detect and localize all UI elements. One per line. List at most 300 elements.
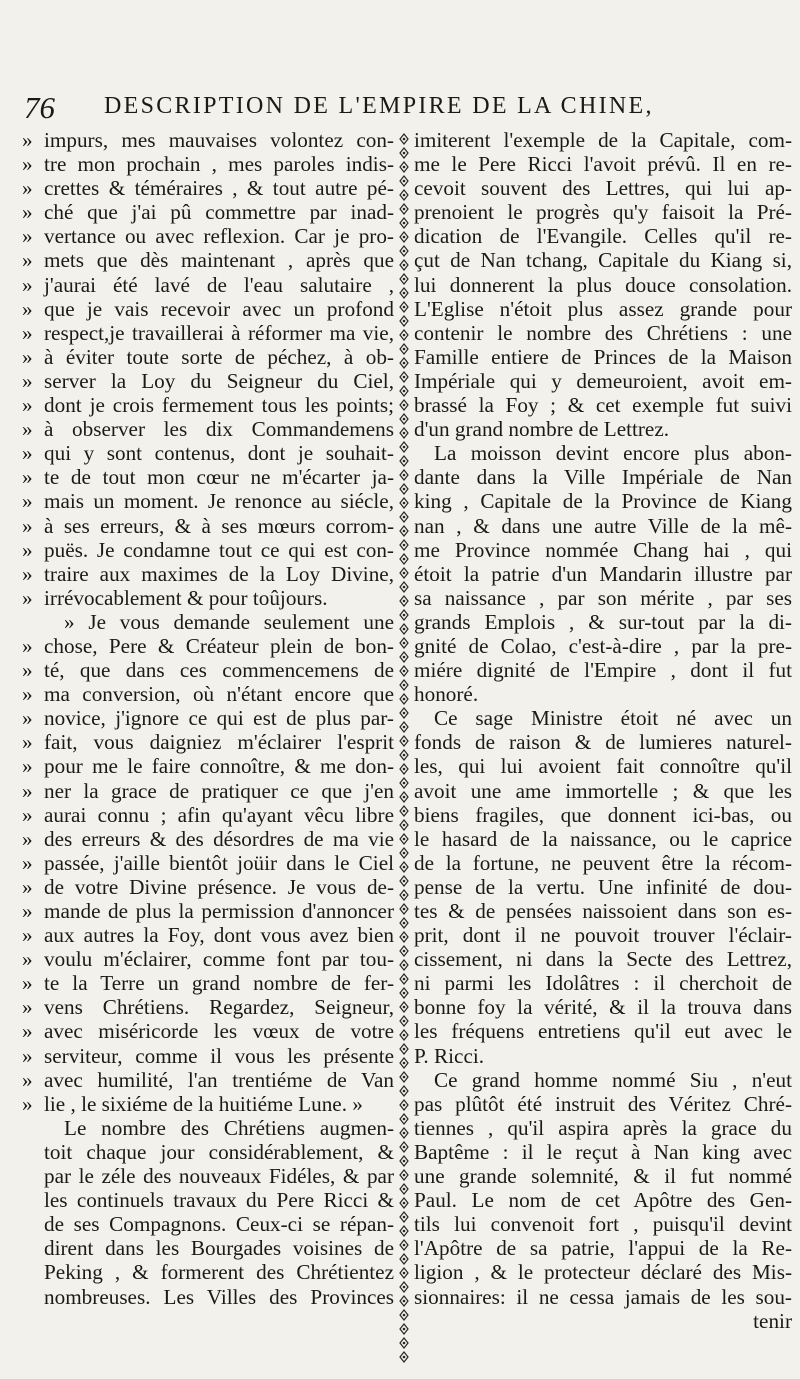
- divider-ornament-glyph: [400, 638, 408, 648]
- quote-mark: »: [22, 778, 33, 803]
- divider-ornament-glyph: [400, 1030, 408, 1040]
- divider-ornament-glyph: [400, 1100, 408, 1110]
- text-line: [414, 1236, 792, 1260]
- line-text: king , Capitale de la Province de Kiang: [414, 489, 792, 514]
- line-text: cissement, ni dans la Secte des Lettrez,: [414, 947, 792, 972]
- quote-mark: »: [22, 1091, 33, 1116]
- divider-ornament-glyph: [400, 1156, 408, 1166]
- text-line: [22, 152, 394, 176]
- divider-ornament-glyph: [400, 498, 408, 508]
- line-text: mets que dès maintenant , après que: [44, 248, 394, 273]
- divider-ornament-glyph: [400, 1310, 408, 1320]
- divider-ornament-glyph: [400, 582, 408, 592]
- quote-mark: »: [22, 633, 33, 658]
- text-line: [22, 224, 394, 248]
- divider-ornament-glyph: [400, 204, 408, 214]
- text-line: [22, 321, 394, 345]
- divider-ornament-glyph: [400, 176, 408, 186]
- quote-mark: »: [22, 874, 33, 899]
- divider-ornament-glyph: [400, 1268, 408, 1278]
- text-line: [22, 1164, 394, 1188]
- text-line: [22, 273, 394, 297]
- line-text: traire aux maximes de la Loy Divine,: [44, 561, 394, 586]
- quote-mark: »: [22, 1019, 33, 1044]
- line-text: fonds de raison & de lumieres naturel-: [414, 730, 792, 755]
- divider-ornament-glyph: [400, 428, 408, 438]
- quote-mark: »: [22, 465, 33, 490]
- line-text: de ses Compagnons. Ceux-ci se répan-: [44, 1212, 394, 1237]
- line-text: contenir le nombre des Chrétiens : une: [414, 320, 792, 345]
- line-text: à observer les dix Commandemens: [44, 417, 394, 442]
- line-text: » Je vous demande seulement une: [64, 609, 394, 634]
- quote-mark: »: [22, 344, 33, 369]
- text-line: [22, 827, 394, 851]
- line-text: avoit une ame immortelle ; & que les: [414, 778, 792, 803]
- text-line: [414, 995, 792, 1019]
- text-line: [22, 851, 394, 875]
- divider-ornament-glyph: [400, 834, 408, 844]
- quote-mark: »: [22, 128, 33, 152]
- line-text: une grande solemnité, & il fut nommé: [414, 1164, 792, 1189]
- divider-ornament-glyph: [400, 1352, 408, 1362]
- line-text: me le Pere Ricci l'avoit prévû. Il en re-: [414, 152, 792, 177]
- line-text: Impériale qui y demeuroient, avoit em-: [414, 368, 792, 393]
- text-line: [22, 1236, 394, 1260]
- line-text: fait, vous daigniez m'éclairer l'esprit: [44, 730, 394, 755]
- divider-ornament-glyph: [400, 792, 408, 802]
- line-text: nombreuses. Les Villes des Provinces: [44, 1284, 394, 1309]
- line-text: cevoit souvent des Lettres, qui lui ap-: [414, 176, 792, 201]
- divider-ornament-glyph: [400, 470, 408, 480]
- quote-mark: »: [22, 923, 33, 948]
- line-text: prit, dont il ne pouvoit trouver l'éclair-: [414, 923, 792, 948]
- divider-ornament-glyph: [400, 274, 408, 284]
- text-line: [22, 176, 394, 200]
- divider-ornament-glyph: [400, 260, 408, 270]
- divider-ornament-glyph: [400, 708, 408, 718]
- text-line: [22, 658, 394, 682]
- text-line: [22, 682, 394, 706]
- line-text: grands Emplois , & sur-tout par la di-: [414, 609, 792, 634]
- line-text: ma conversion, où n'étant encore que: [44, 682, 394, 707]
- line-text: lie , le sixiéme de la huitiéme Lune. »: [44, 1091, 363, 1116]
- quote-mark: »: [22, 513, 33, 538]
- quote-mark: »: [22, 947, 33, 972]
- line-text: crettes & téméraires , & tout autre pé-: [44, 176, 394, 201]
- text-line: [22, 1140, 394, 1164]
- line-text: à éviter toute sorte de péchez, à ob-: [44, 344, 394, 369]
- divider-ornament-glyph: [400, 1128, 408, 1138]
- divider-ornament-glyph: [400, 1240, 408, 1250]
- text-line: [414, 1068, 792, 1092]
- text-line: [22, 875, 394, 899]
- line-text: brassé la Foy ; & cet exemple fut suivi: [414, 393, 792, 418]
- text-line: [414, 345, 792, 369]
- text-line: [414, 706, 792, 730]
- divider-ornament-glyph: [400, 778, 408, 788]
- quote-mark: »: [22, 368, 33, 393]
- line-text: d'un grand nombre de Lettrez.: [414, 417, 670, 442]
- line-text: çut de Nan tchang, Capitale du Kiang si,: [414, 248, 792, 273]
- line-text: avec miséricorde les vœux de votre: [44, 1019, 394, 1044]
- line-text: chose, Pere & Créateur plein de bon-: [44, 633, 394, 658]
- text-line: [414, 947, 792, 971]
- line-text: ligion , & le protecteur déclaré des Mis-: [414, 1260, 792, 1285]
- quote-mark: »: [22, 489, 33, 514]
- divider-ornament-glyph: [400, 1072, 408, 1082]
- divider-ornament-glyph: [400, 372, 408, 382]
- line-text: miére dignité de l'Empire , dont il fut: [414, 658, 792, 683]
- divider-ornament-glyph: [400, 302, 408, 312]
- line-text: impurs, mes mauvaises volontez con-: [44, 128, 394, 152]
- line-text: de la fortune, ne peuvent être la récom-: [414, 850, 792, 875]
- divider-ornament-glyph: [400, 1142, 408, 1152]
- line-text: voulu m'éclairer, comme font par tou-: [44, 947, 394, 972]
- divider-ornament-glyph: [400, 596, 408, 606]
- line-text: étoit la patrie d'un Mandarin illustre par: [414, 561, 792, 586]
- text-line: [414, 803, 792, 827]
- line-text: Ce grand homme nommé Siu , n'eut: [434, 1067, 792, 1092]
- divider-ornament-glyph: [400, 736, 408, 746]
- quote-mark: »: [22, 658, 33, 683]
- line-text: P. Ricci.: [414, 1043, 485, 1068]
- text-line: [414, 1116, 792, 1140]
- divider-ornament-glyph: [400, 1170, 408, 1180]
- text-line: [414, 562, 792, 586]
- text-line: [22, 947, 394, 971]
- quote-mark: »: [22, 995, 33, 1020]
- divider-ornament-glyph: [400, 1002, 408, 1012]
- divider-ornament-glyph: [400, 1016, 408, 1026]
- divider-ornament-glyph: [400, 1324, 408, 1334]
- divider-ornament-glyph: [400, 218, 408, 228]
- text-line: [22, 489, 394, 513]
- line-text: pense de la vertu. Une infinité de dou-: [414, 874, 792, 899]
- text-line: [22, 754, 394, 778]
- line-text: les, qui lui avoient fait connoître qu'il: [414, 754, 792, 779]
- text-line: [22, 538, 394, 562]
- text-line: [414, 634, 792, 658]
- line-text: Paul. Le nom de cet Apôtre des Gen-: [414, 1188, 792, 1213]
- line-text: l'Apôtre de sa patrie, l'appui de la Re-: [414, 1236, 792, 1261]
- quote-mark: »: [22, 826, 33, 851]
- line-text: Famille entiere de Princes de la Maison: [414, 344, 792, 369]
- line-text: L'Eglise n'étoit plus assez grande pour: [414, 296, 792, 321]
- line-text: novice, j'ignore ce qui est de plus par-: [44, 706, 394, 731]
- divider-ornament-glyph: [400, 904, 408, 914]
- divider-ornament-glyph: [400, 1226, 408, 1236]
- text-line: [22, 393, 394, 417]
- quote-mark: »: [22, 393, 33, 418]
- text-line: [414, 1092, 792, 1116]
- divider-ornament-glyph: [400, 946, 408, 956]
- divider-ornament-glyph: [400, 554, 408, 564]
- line-text: imiterent l'exemple de la Capitale, com-: [414, 128, 792, 152]
- line-text: bonne foy la vérité, & il la trouva dans: [414, 995, 792, 1020]
- text-line: [22, 1212, 394, 1236]
- divider-ornament-glyph: [400, 652, 408, 662]
- running-title: DESCRIPTION DE L'EMPIRE DE LA CHINE,: [104, 93, 654, 119]
- text-line: [22, 1044, 394, 1068]
- text-line: [414, 200, 792, 224]
- divider-ornament-glyph: [400, 288, 408, 298]
- divider-ornament-glyph: [400, 624, 408, 634]
- text-line: [22, 514, 394, 538]
- text-line: [414, 1164, 792, 1188]
- text-line: [414, 417, 792, 441]
- line-text: à ses erreurs, & à ses mœurs corrom-: [44, 513, 394, 538]
- text-line: [22, 248, 394, 272]
- text-line: [414, 754, 792, 778]
- text-line: [22, 441, 394, 465]
- line-text: mais un moment. Je renonce au siécle,: [44, 489, 394, 514]
- line-text: j'aurai été lavé de l'eau salutaire ,: [44, 272, 394, 297]
- quote-mark: »: [22, 850, 33, 875]
- text-line: [414, 128, 792, 152]
- page-header: [20, 90, 780, 130]
- text-line: [414, 851, 792, 875]
- text-line: [22, 1285, 394, 1309]
- text-line: [22, 1116, 394, 1140]
- divider-ornament-glyph: [400, 960, 408, 970]
- divider-ornament-glyph: [400, 344, 408, 354]
- divider-ornament-glyph: [400, 750, 408, 760]
- text-line: [414, 1044, 792, 1068]
- text-line: [22, 730, 394, 754]
- divider-ornament-glyph: [400, 1254, 408, 1264]
- line-text: les fréquens entretiens qu'il eut avec le: [414, 1019, 792, 1044]
- text-line: [414, 1019, 792, 1043]
- divider-ornament-glyph: [400, 1114, 408, 1124]
- line-text: qui y sont contenus, dont je souhait-: [44, 441, 394, 466]
- line-text: tre mon prochain , mes paroles indis-: [44, 152, 394, 177]
- line-text: aux autres la Foy, dont vous avez bien: [44, 923, 394, 948]
- divider-ornament-glyph: [400, 988, 408, 998]
- divider-ornament-glyph: [400, 316, 408, 326]
- quote-mark: »: [22, 176, 33, 201]
- quote-mark: »: [22, 296, 33, 321]
- text-line: [414, 1285, 792, 1309]
- text-line: [414, 393, 792, 417]
- line-text: par le zéle des nouveaux Fidéles, & par: [44, 1164, 394, 1189]
- line-text: serviteur, comme il vous les présente: [44, 1043, 394, 1068]
- divider-ornament-glyph: [400, 722, 408, 732]
- text-line: [414, 538, 792, 562]
- text-line: [22, 200, 394, 224]
- line-text: nan , & dans une autre Ville de la mê-: [414, 513, 792, 538]
- quote-mark: »: [22, 682, 33, 707]
- line-text: puës. Je condamne tout ce qui est con-: [44, 537, 394, 562]
- quote-mark: »: [22, 754, 33, 779]
- divider-ornament-glyph: [400, 456, 408, 466]
- line-text: biens fragiles, que donnent ici-bas, ou: [414, 802, 792, 827]
- text-line: [22, 586, 394, 610]
- line-text: toit chaque jour considérablement, &: [44, 1139, 394, 1164]
- line-text: honoré.: [414, 682, 479, 707]
- divider-ornament-glyph: [400, 694, 408, 704]
- text-line: [22, 369, 394, 393]
- text-line: [22, 465, 394, 489]
- text-line: [414, 273, 792, 297]
- text-line: [22, 562, 394, 586]
- divider-ornament-glyph: [400, 330, 408, 340]
- line-text: ner la grace de pratiquer ce que j'en: [44, 778, 394, 803]
- text-line: [22, 128, 394, 152]
- text-line: [22, 1092, 394, 1116]
- column-divider-ornament: [397, 132, 411, 1364]
- line-text: Ce sage Ministre étoit né avec un: [434, 706, 792, 731]
- page-number: 76: [24, 90, 55, 125]
- text-line: [414, 682, 792, 706]
- line-text: aurai connu ; afin qu'ayant vêcu libre: [44, 802, 394, 827]
- divider-ornament-glyph: [400, 918, 408, 928]
- divider-ornament-glyph: [400, 1044, 408, 1054]
- divider-ornament-glyph: [400, 820, 408, 830]
- quote-mark: »: [22, 320, 33, 345]
- line-text: te de tout mon cœur ne m'écarter ja-: [44, 465, 394, 490]
- line-text: lui donnerent la plus douce consolation.: [414, 272, 792, 297]
- divider-ornament-glyph: [400, 666, 408, 676]
- line-text: Baptême : il le reçut à Nan king avec: [414, 1139, 792, 1164]
- text-line: [414, 899, 792, 923]
- line-text: vens Chrétiens. Regardez, Seigneur,: [44, 995, 394, 1020]
- divider-ornament-glyph: [400, 764, 408, 774]
- text-line: [414, 369, 792, 393]
- text-line: [414, 489, 792, 513]
- divider-ornament-glyph: [400, 876, 408, 886]
- text-line: [22, 923, 394, 947]
- text-line: [22, 1019, 394, 1043]
- line-text: les continuels travaux du Pere Ricci &: [44, 1188, 394, 1213]
- text-line: [414, 1260, 792, 1284]
- line-text: dication de l'Evangile. Celles qu'il re-: [414, 224, 792, 249]
- text-line: [22, 417, 394, 441]
- text-line: [414, 465, 792, 489]
- quote-mark: »: [22, 272, 33, 297]
- quote-mark: »: [22, 537, 33, 562]
- text-line: [414, 971, 792, 995]
- text-line: [22, 971, 394, 995]
- quote-mark: »: [22, 224, 33, 249]
- text-line: [22, 803, 394, 827]
- line-text: tiennes , qu'il aspira après la grace du: [414, 1115, 792, 1140]
- text-line: [22, 779, 394, 803]
- line-text: le hasard de la naissance, ou le caprice: [414, 826, 792, 851]
- text-line: [414, 779, 792, 803]
- quote-mark: »: [22, 585, 33, 610]
- line-text: respect,je travaillerai à réformer ma vie,: [44, 320, 394, 345]
- divider-ornament-glyph: [400, 806, 408, 816]
- divider-ornament-glyph: [400, 358, 408, 368]
- text-line: [414, 1140, 792, 1164]
- divider-ornament-glyph: [400, 1184, 408, 1194]
- line-text: té, que dans ces commencemens de: [44, 658, 394, 683]
- quote-mark: »: [22, 1067, 33, 1092]
- line-text: server la Loy du Seigneur du Ciel,: [44, 368, 394, 393]
- quote-mark: »: [22, 706, 33, 731]
- text-line: [22, 899, 394, 923]
- text-line: [414, 514, 792, 538]
- right-column: [414, 128, 792, 1333]
- divider-ornament-glyph: [400, 134, 408, 144]
- line-text: La moisson devint encore plus abon-: [434, 441, 792, 466]
- text-line: [22, 297, 394, 321]
- quote-mark: »: [22, 200, 33, 225]
- line-text: dante dans la Ville Impériale de Nan: [414, 465, 792, 490]
- line-text: dont je crois fermement tous les points;: [44, 393, 394, 418]
- text-line: [22, 706, 394, 730]
- divider-ornament-glyph: [400, 414, 408, 424]
- line-text: avec humilité, l'an trentiéme de Van: [44, 1067, 394, 1092]
- divider-ornament-glyph: [400, 1198, 408, 1208]
- text-line: [414, 152, 792, 176]
- text-line: [22, 634, 394, 658]
- divider-ornament-glyph: [400, 1282, 408, 1292]
- divider-ornament-glyph: [400, 1338, 408, 1348]
- line-text: Peking , & formerent des Chrétientez: [44, 1260, 394, 1285]
- line-text: tes & de pensées naissoient dans son es-: [414, 899, 792, 923]
- line-text: gnité de Colao, c'est-à-dire , par la pre-: [414, 633, 792, 658]
- text-line: [22, 345, 394, 369]
- divider-ornament-glyph: [400, 1296, 408, 1306]
- divider-ornament-glyph: [400, 680, 408, 690]
- line-text: sionnaires: il ne cessa jamais de les sou-: [414, 1284, 792, 1309]
- line-text: tils lui convenoit fort , puisqu'il devint: [414, 1212, 792, 1237]
- divider-ornament-glyph: [400, 610, 408, 620]
- catchword: tenir: [753, 1308, 792, 1333]
- text-line: [414, 730, 792, 754]
- text-line: [22, 995, 394, 1019]
- line-text: que je vais recevoir avec un profond: [44, 296, 394, 321]
- divider-ornament-glyph: [400, 484, 408, 494]
- line-text: pas plûtôt été instruit des Véritez Chré-: [414, 1091, 792, 1116]
- quote-mark: »: [22, 441, 33, 466]
- text-line: [414, 176, 792, 200]
- divider-ornament-glyph: [400, 540, 408, 550]
- line-text: des erreurs & des désordres de ma vie: [44, 826, 394, 851]
- text-line: [414, 610, 792, 634]
- line-text: passée, j'aille bientôt joüir dans le Ciel: [44, 850, 394, 875]
- quote-mark: »: [22, 1043, 33, 1068]
- divider-ornament-glyph: [400, 148, 408, 158]
- text-line: [414, 441, 792, 465]
- left-column: [22, 128, 394, 1309]
- line-text: sa naissance , par son mérite , par ses: [414, 585, 792, 610]
- quote-mark: »: [22, 730, 33, 755]
- divider-ornament-glyph: [400, 190, 408, 200]
- line-text: de votre Divine présence. Je vous de-: [44, 874, 394, 899]
- text-line: [414, 224, 792, 248]
- divider-ornament-glyph: [400, 162, 408, 172]
- text-line: [414, 827, 792, 851]
- divider-ornament-glyph: [400, 890, 408, 900]
- quote-mark: »: [22, 971, 33, 996]
- text-line: [22, 610, 394, 634]
- text-line: [414, 1188, 792, 1212]
- line-text: te la Terre un grand nombre de fer-: [44, 971, 394, 996]
- divider-ornament-glyph: [400, 1058, 408, 1068]
- text-line: [414, 1212, 792, 1236]
- line-text: pour me le faire connoître, & me don-: [44, 754, 394, 779]
- divider-ornament-glyph: [400, 386, 408, 396]
- divider-ornament-glyph: [400, 1212, 408, 1222]
- text-line: [414, 658, 792, 682]
- line-text: irrévocablement & pour toûjours.: [44, 585, 328, 610]
- text-line: [414, 248, 792, 272]
- quote-mark: »: [22, 561, 33, 586]
- divider-ornament-glyph: [400, 232, 408, 242]
- text-line: [414, 321, 792, 345]
